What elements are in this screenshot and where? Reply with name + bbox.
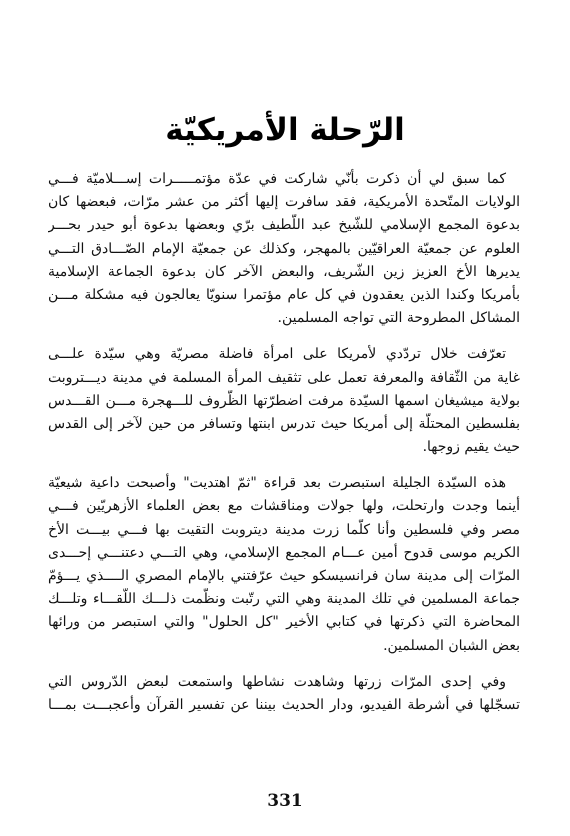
text-line: هذه السيّدة الجليلة استبصرت بعد قراءة "ثمّ اهتديت" وأصبحت داعية شيعيّة: [48, 475, 506, 492]
text-line: بفلسطين المحتلّة إلى أمريكا حيث تدرس ابنتها وتسافر من حين لآخر إلى القدس: [48, 415, 520, 432]
text-line: وفي إحدى المرّات زرتها وشاهدت نشاطها واستمعت لبعض الدّروس التي: [48, 673, 506, 690]
text-line: المرّات إلى مدينة سان فرانسيسكو حيث عرّفتني بالإمام المصري الــــذي يـــؤمّ: [48, 568, 520, 584]
text-line: بولاية ميشيغان اسمها السيّدة مرفت اضطرّتها الظّروف للـــهجرة مـــن القـــدس: [48, 392, 520, 409]
text-line: بعض الشبان المسلمين.: [383, 637, 520, 654]
text-line: الكريم موسى قدوح أمين عـــام المجمع الإسلامي، وهي التـــي دعتنـــي إحـــدى: [48, 544, 520, 561]
body-text: [48, 168, 520, 730]
text-line: المشاكل المطروحة التي تواجه المسلمين.: [277, 310, 520, 327]
text-line: أينما وجدت وارتحلت، ولها جولات ومناقشات مع بعض العلماء الأزهريّين فـــي: [48, 498, 520, 515]
text-line: حيث يقيم زوجها.: [422, 439, 520, 456]
paragraph: [48, 168, 520, 330]
paragraph: [48, 671, 520, 717]
chapter-title: الرّحلة الأمريكيّة: [165, 112, 405, 148]
text-line: جماعة المسلمين في تلك المدينة وهي التي رتّبت ونظّمت ذلـــك اللّقـــاء وتلـــك: [48, 591, 520, 608]
text-line: بأمريكا وكندا الذين يعقدون في كل عام مؤتمرا سنويّا يعالجون فيه مشكلة مـــن: [48, 286, 520, 303]
text-line: تعرّفت خلال تردّدي لأمريكا على امرأة فاضلة مصريّة وهي سيّدة علـــى: [48, 346, 506, 363]
page-number: 331: [267, 791, 303, 811]
text-line: مصر وفي فلسطين وأنا كلّما زرت مدينة ديتروبت التقيت بها فـــي بيـــت الأخ: [48, 521, 520, 538]
text-line: بدعوة المجمع الإسلامي للشّيخ عبد اللّطيف برّي وبعضها بدعوة أبو حيدر بحـــر: [48, 217, 520, 234]
text-line: الولايات المتّحدة الأمريكية، فقد سافرت إليها أكثر من عشر مرّات، فبعضها كان: [48, 194, 520, 211]
paragraph: [48, 472, 520, 658]
text-line: المحاضرة التي ذكرتها في كتابي الأخير "كل الحلول" والتي استبصر من ورائها: [48, 614, 520, 631]
paragraph: [48, 343, 520, 459]
text-line: كما سبق لي أن ذكرت بأنّي شاركت في عدّة مؤتمـــــرات إســـلاميّة فـــي: [48, 171, 506, 187]
text-line: تسجّلها في أشرطة الفيديو، ودار الحديث بيننا عن تفسير القرآن وأعجبـــت بمـــا: [48, 696, 520, 713]
text-line: يديرها الأخ العزيز زين الشّريف، والبعض الآخر كان بدعوة الجماعة الإسلامية: [48, 263, 520, 280]
text-line: غاية من الثّقافة والمعرفة تعمل على تثقيف المرأة المسلمة في مدينة ديـــتروبت: [48, 369, 520, 386]
text-line: العلوم عن جمعيّة العراقيّين بالمهجر، وكذلك عن جمعيّة الإمام الصّـــادق التـــي: [48, 240, 520, 257]
